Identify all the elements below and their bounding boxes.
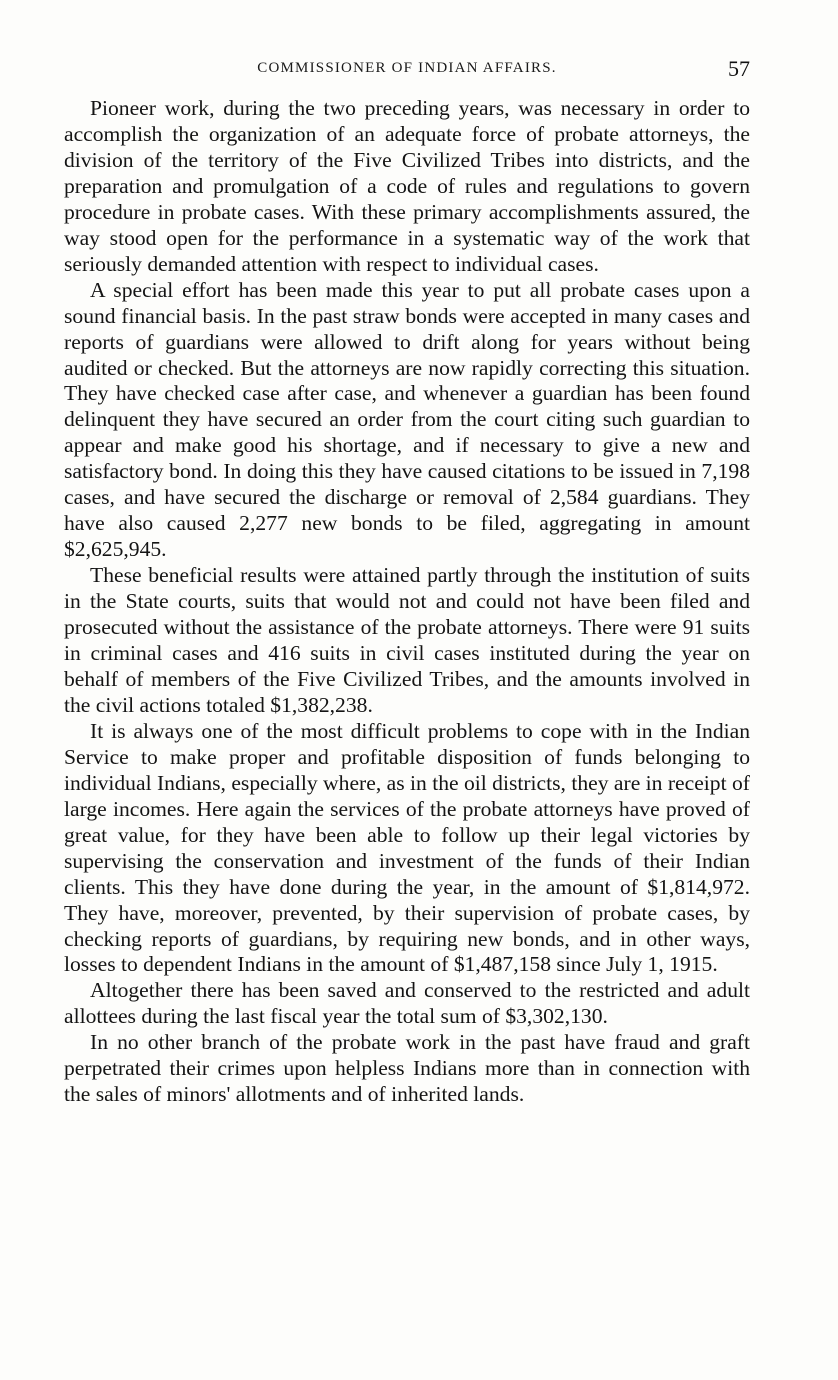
- paragraph-financial-basis: A special effort has been made this year to put all probate cases upon a sound financial basis. In the past straw bonds were accepted in many cases and reports of guardians were allowed to drift along for years without being audited or checked. But the attorneys are now rapidly correcting this situation. They have checked case after case, and whenever a guardian has been found delinquent they have secured an order from the court citing such guardian to appear and make good his shortage, and if necessary to give a new and satisfactory bond. In doing this they have caused citations to be issued in 7,198 cases, and have secured the discharge or removal of 2,584 guardians. They have also caused 2,277 new bonds to be filed, aggregating in amount $2,625,945.: [64, 277, 750, 562]
- paragraph-sales-of-allotments: In no other branch of the probate work in the past have fraud and graft perpetrated their crimes upon helpless Indians more than in connection with the sales of minors' allotments and of inherited lands.: [64, 1030, 750, 1107]
- paragraph-suits: These beneficial results were attained partly through the institution of suits in the State courts, suits that would not and could not have been filed and prosecuted without the assistance of the probate attorneys. There were 91 suits in criminal cases and 416 suits in civil cases instituted during the year on behalf of members of the Five Civilized Tribes, and the amounts involved in the civil actions totaled $1,382,238.: [64, 563, 750, 717]
- paragraph-pioneer-work: Pioneer work, during the two preceding years, was necessary in order to accomplish the organization of an adequate force of probate attorneys, the division of the territory of the Five Civilized Tribes into districts, and the preparation and promulgation of a code of rules and regulations to govern procedure in probate cases. With these primary accomplishments assured, the way stood open for the performance in a systematic way of the work that seriously demanded attention with respect to individual cases.: [64, 96, 750, 276]
- running-title: COMMISSIONER OF INDIAN AFFAIRS.: [257, 60, 557, 76]
- body-text: [64, 96, 750, 1108]
- running-head: [62, 58, 752, 86]
- page-number: 57: [728, 56, 750, 81]
- paragraph-total-saved: Altogether there has been saved and conserved to the restricted and adult allottees during the last fiscal year the total sum of $3,302,130.: [64, 978, 750, 1029]
- paragraph-funds-disposition: It is always one of the most difficult problems to cope with in the Indian Service to make proper and profitable disposition of funds belonging to individual Indians, especially where, as in the oil districts, they are in receipt of large incomes. Here again the services of the probate attorneys have proved of great value, for they have been able to follow up their legal victories by supervising the conservation and investment of the funds of their Indian clients. This they have done during the year, in the amount of $1,814,972. They have, moreover, prevented, by their supervision of probate cases, by checking reports of guardians, by requiring new bonds, and in other ways, losses to dependent Indians in the amount of $1,487,158 since July 1, 1915.: [64, 718, 750, 977]
